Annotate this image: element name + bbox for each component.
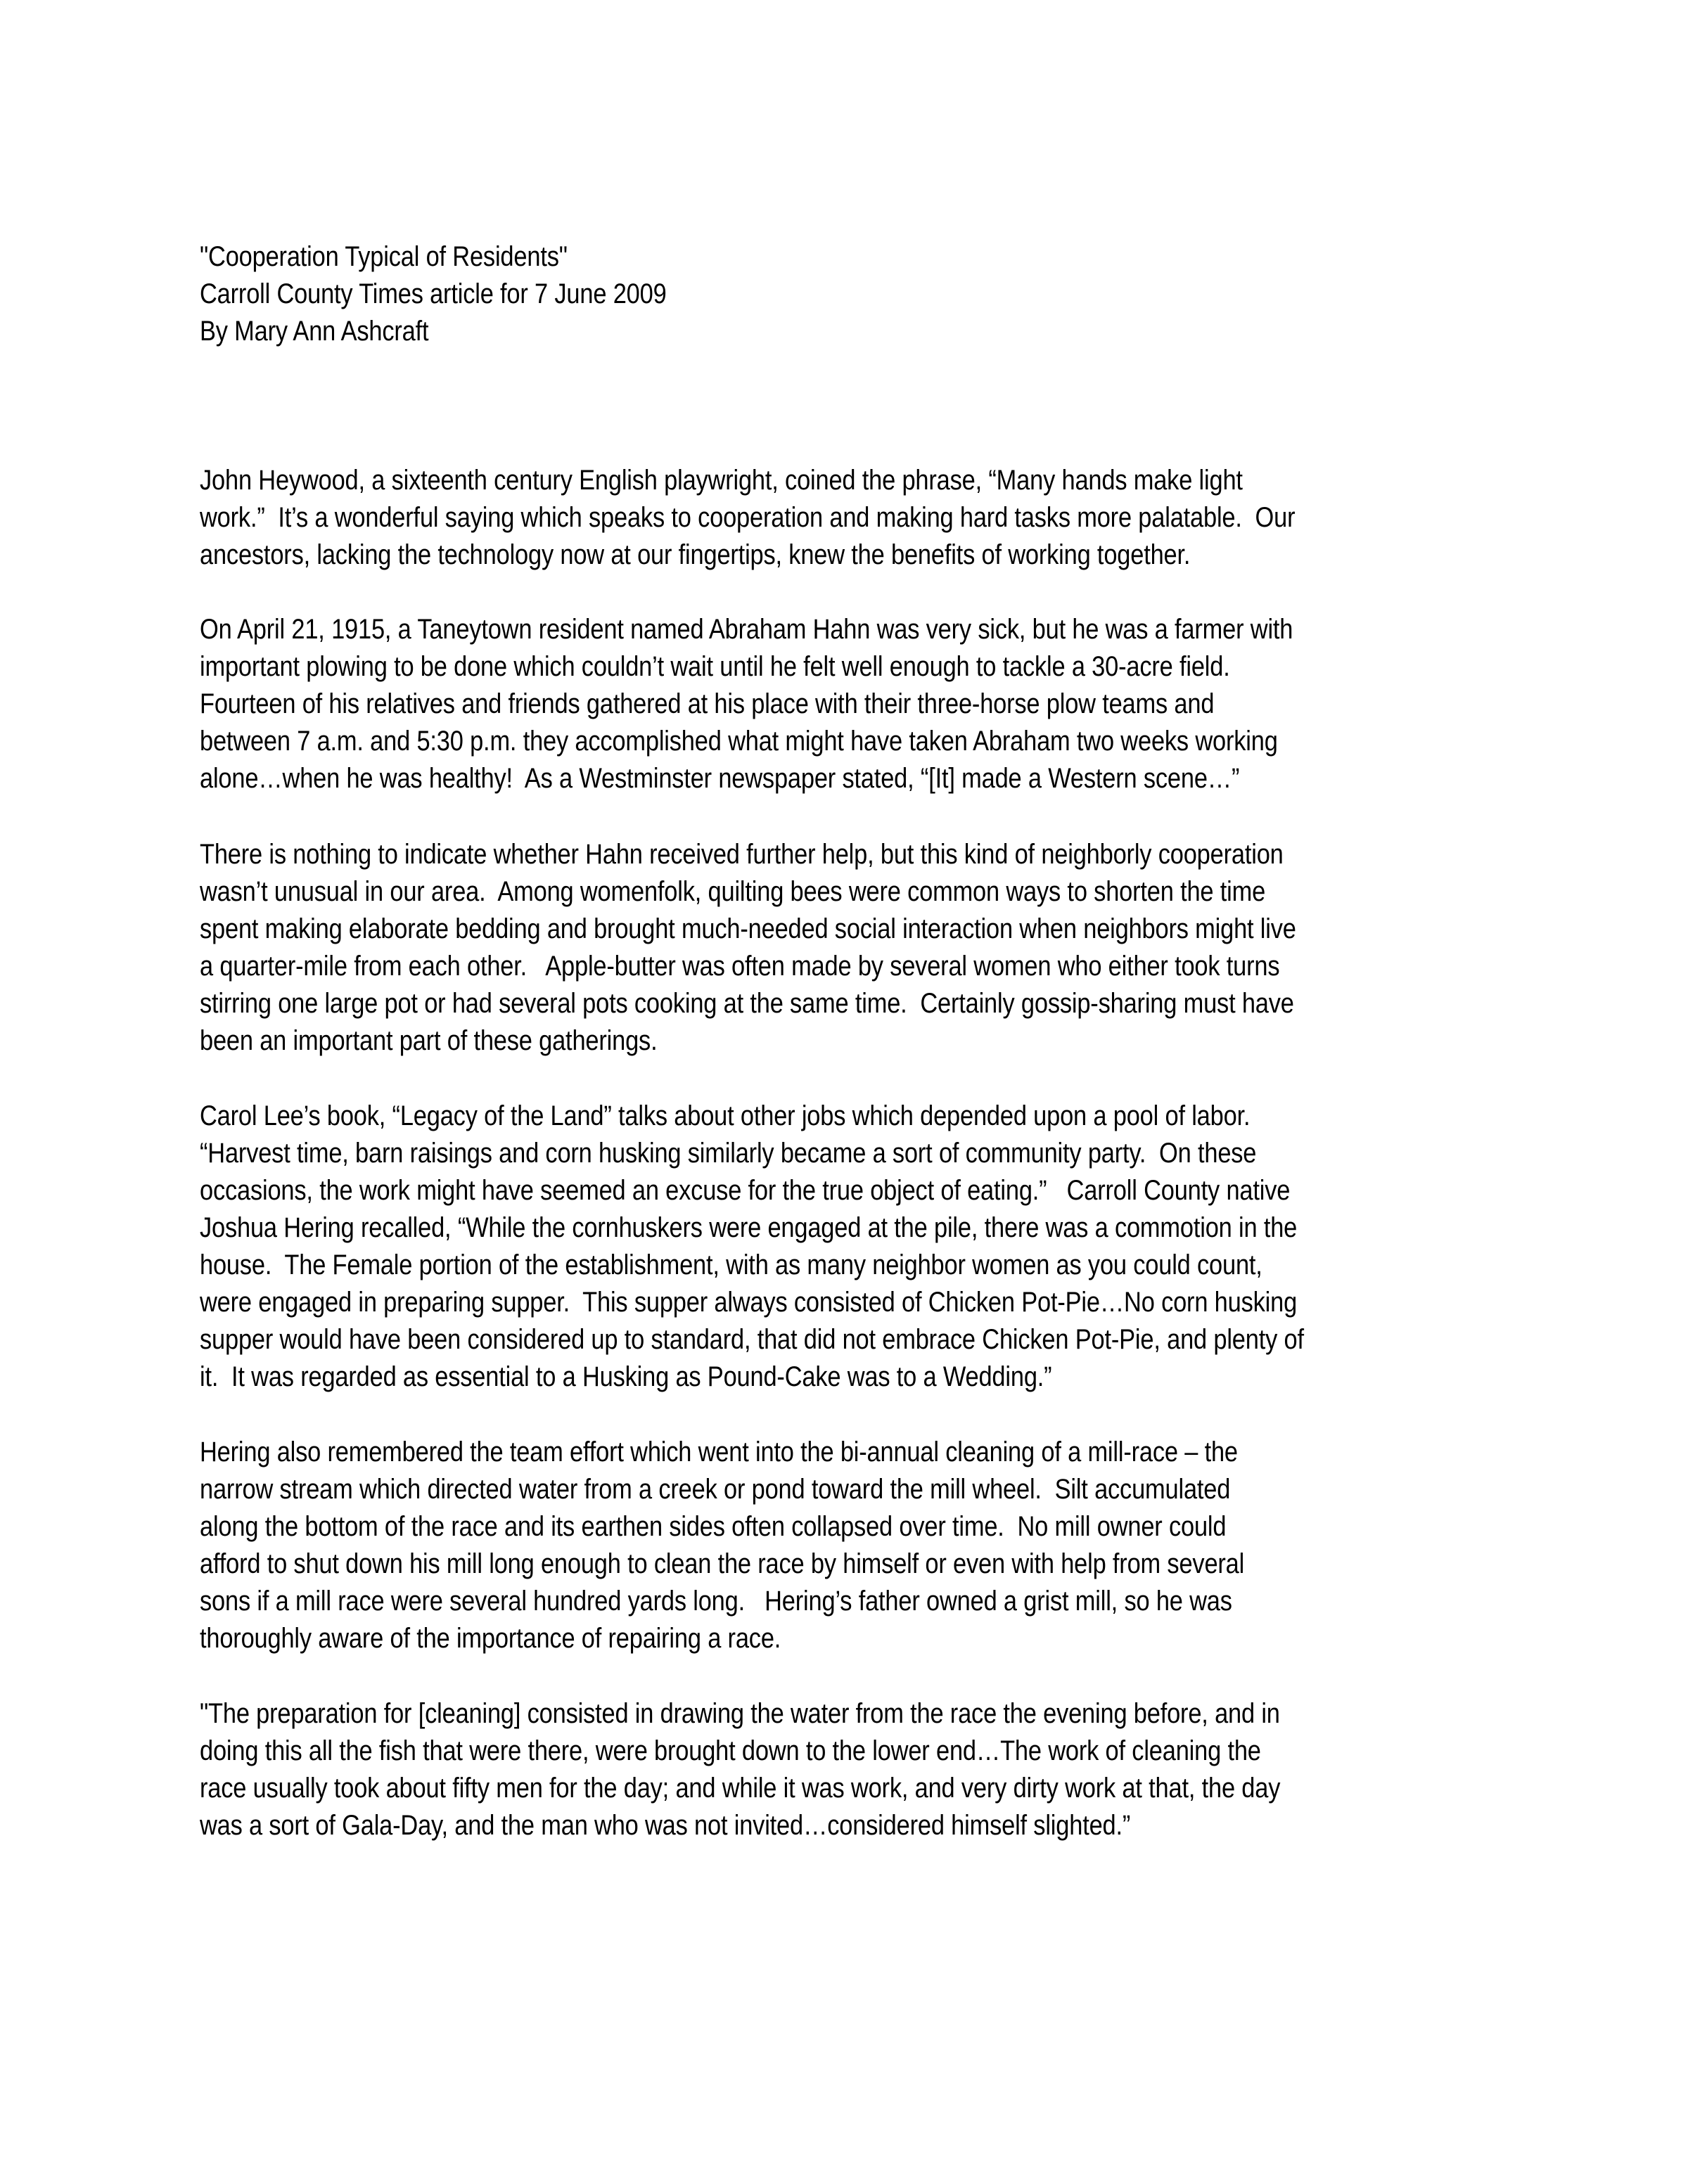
paragraph-line: “Harvest time, barn raisings and corn husking similarly became a sort of community party. On these (200, 1138, 1257, 1169)
paragraph-1 (200, 462, 1488, 574)
paragraph-line: John Heywood, a sixteenth century English playwright, coined the phrase, “Many hands make light (200, 465, 1243, 496)
paragraph-line: race usually took about fifty men for the day; and while it was work, and very dirty work at that, the day (200, 1773, 1281, 1804)
paragraph-line: narrow stream which directed water from a creek or pond toward the mill wheel. Silt accumulated (200, 1474, 1231, 1505)
paragraph-line: thoroughly aware of the importance of repairing a race. (200, 1623, 781, 1654)
article-title: "Cooperation Typical of Residents" (200, 241, 568, 272)
paragraph-line: "The preparation for [cleaning] consisted in drawing the water from the race the evening before, and in (200, 1698, 1280, 1729)
paragraph-line: Joshua Hering recalled, “While the cornhuskers were engaged at the pile, there was a commotion in the (200, 1212, 1298, 1243)
paragraph-line: wasn’t unusual in our area. Among womenfolk, quilting bees were common ways to shorten the time (200, 876, 1266, 907)
paragraph-line: doing this all the fish that were there, were brought down to the lower end…The work of cleaning the (200, 1735, 1261, 1766)
paragraph-line: been an important part of these gatherings. (200, 1025, 658, 1056)
paragraph-line: Hering also remembered the team effort which went into the bi-annual cleaning of a mill-race – the (200, 1437, 1238, 1467)
paragraph-line: stirring one large pot or had several pots cooking at the same time. Certainly gossip-sharing must have (200, 988, 1294, 1019)
paragraph-line: Fourteen of his relatives and friends gathered at his place with their three-horse plow teams and (200, 688, 1215, 719)
paragraph-line: Carol Lee’s book, “Legacy of the Land” talks about other jobs which depended upon a pool of labor. (200, 1100, 1251, 1131)
article-publication: Carroll County Times article for 7 June 2009 (200, 278, 667, 309)
paragraph-line: was a sort of Gala-Day, and the man who was not invited…considered himself slighted.” (200, 1810, 1131, 1841)
paragraph-line: important plowing to be done which couldn’t wait until he felt well enough to tackle a 30-acre field. (200, 651, 1230, 682)
paragraph-line: On April 21, 1915, a Taneytown resident named Abraham Hahn was very sick, but he was a farmer with (200, 614, 1293, 645)
paragraph-line: a quarter-mile from each other. Apple-butter was often made by several women who either took turns (200, 951, 1280, 982)
article-header (200, 238, 1488, 350)
paragraph-6 (200, 1695, 1488, 1844)
paragraph-line: between 7 a.m. and 5:30 p.m. they accomplished what might have taken Abraham two weeks working (200, 726, 1278, 757)
paragraph-line: afford to shut down his mill long enough to clean the race by himself or even with help from several (200, 1548, 1245, 1579)
paragraph-line: it. It was regarded as essential to a Husking as Pound-Cake was to a Wedding.” (200, 1361, 1052, 1392)
paragraph-5 (200, 1434, 1488, 1657)
paragraph-3 (200, 836, 1488, 1060)
paragraph-line: work.” It’s a wonderful saying which speaks to cooperation and making hard tasks more palatable. Our (200, 502, 1296, 533)
paragraph-line: supper would have been considered up to standard, that did not embrace Chicken Pot-Pie, and plenty of (200, 1324, 1304, 1355)
paragraph-line: house. The Female portion of the establishment, with as many neighbor women as you could count, (200, 1250, 1262, 1280)
paragraph-line: ancestors, lacking the technology now at our fingertips, knew the benefits of working together. (200, 539, 1191, 570)
paragraph-2 (200, 611, 1488, 797)
paragraph-line: sons if a mill race were several hundred yards long. Hering’s father owned a grist mill, so he was (200, 1586, 1232, 1617)
paragraph-line: along the bottom of the race and its earthen sides often collapsed over time. No mill owner could (200, 1511, 1227, 1542)
paragraph-line: were engaged in preparing supper. This supper always consisted of Chicken Pot-Pie…No corn husking (200, 1287, 1298, 1318)
paragraph-line: occasions, the work might have seemed an excuse for the true object of eating.” Carroll County native (200, 1175, 1291, 1206)
paragraph-line: alone…when he was healthy! As a Westminster newspaper stated, “[It] made a Western scene…” (200, 763, 1240, 794)
paragraph-4 (200, 1098, 1488, 1396)
paragraph-line: spent making elaborate bedding and brought much-needed social interaction when neighbors might live (200, 913, 1296, 944)
article-byline: By Mary Ann Ashcraft (200, 316, 429, 347)
paragraph-line: There is nothing to indicate whether Hahn received further help, but this kind of neighborly cooperation (200, 839, 1284, 870)
